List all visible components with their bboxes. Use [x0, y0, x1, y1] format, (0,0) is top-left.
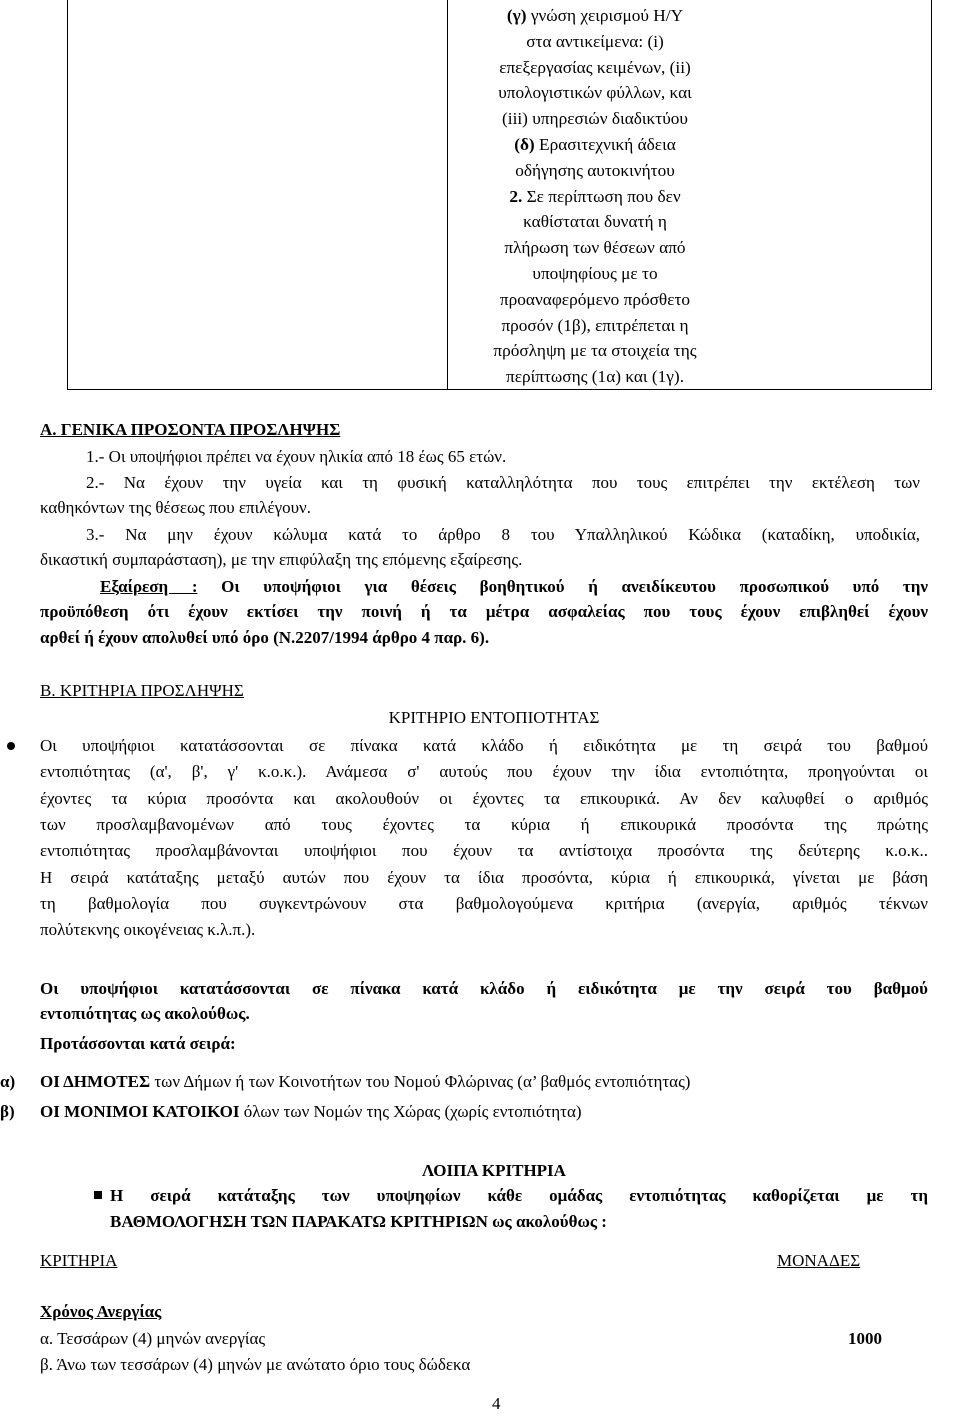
exception-line-3: αρθεί ή έχουν απολυθεί υπό όρο (Ν.2207/1994 άρθρο 4 παρ. 6).: [40, 628, 490, 647]
table-cell-line: [449, 55, 741, 81]
table-cell-marker: 2.: [509, 186, 527, 206]
bullet-paragraph-line: Οι υποψήφιοι κατατάσσονται σε πίνακα κατά κλάδο ή ειδικότητα με τη σειρά του βαθμού: [40, 736, 928, 755]
table-cell-line-text: υποψηφίους με το: [532, 263, 658, 283]
row-a-value: 1000: [848, 1329, 882, 1348]
other-criteria-line-1: Η σειρά κατάταξης των υποψηφίων κάθε ομάδας εντοπιότητας καθορίζεται με τη: [110, 1186, 928, 1205]
table-cell-line: [449, 209, 741, 235]
table-cell-line-text: στα αντικείμενα: (i): [526, 31, 664, 51]
exception-label: Εξαίρεση :: [100, 577, 198, 596]
other-criteria-heading: ΛΟΙΠΑ ΚΡΙΤΗΡΙΑ: [422, 1161, 566, 1180]
row-b-label: β. Άνω των τεσσάρων (4) μηνών με ανώτατο όριο τους δώδεκα: [40, 1355, 471, 1374]
bold-paragraph-line-2: εντοπιότητας ως ακολούθως.: [40, 1004, 250, 1023]
exception-line-2: προϋπόθεση ότι έχουν εκτίσει την ποινή ή τα μέτρα ασφαλείας που τους έχουν επιβληθεί έχουν: [40, 602, 928, 621]
table-cell-line: [449, 364, 741, 390]
table-border-right: [931, 0, 932, 390]
priority-b-bold: ΟΙ ΜΟΝΙΜΟΙ ΚΑΤΟΙΚΟΙ: [40, 1102, 240, 1121]
table-cell-line-text: προσόν (1β), επιτρέπεται η: [501, 315, 689, 335]
unemployment-heading: Χρόνος Ανεργίας: [40, 1302, 162, 1321]
bullet-paragraph-line: πολύτεκνης οικογένειας κ.λ.π.).: [40, 920, 256, 940]
priority-a-rest: των Δήμων ή των Κοινοτήτων του Νομού Φλώρινας (α’ βαθμός εντοπιότητας): [150, 1072, 691, 1091]
section-a-item-2-line-2: καθηκόντων της θέσεως που επιλέγουν.: [40, 498, 311, 517]
table-cell-line: [449, 235, 741, 261]
page-number: 4: [492, 1394, 501, 1413]
table-cell-marker: (γ): [506, 6, 531, 25]
table-cell-line: [449, 287, 741, 313]
table-border-middle: [447, 0, 448, 390]
bullet-paragraph-line: των προσλαμβανομένων από τους έχοντες τα κύρια ή επικουρικά προσόντα της πρώτης: [40, 814, 928, 834]
table-cell-line: [449, 158, 741, 184]
section-a-item-2-line-1: 2.- Να έχουν την υγεία και τη φυσική καταλληλότητα που τους επιτρέπει την εκτέλεση των: [86, 473, 920, 492]
table-cell-line: [449, 29, 741, 55]
square-bullet: [94, 1191, 102, 1199]
section-b-heading: Β. ΚΡΙΤΗΡΙΑ ΠΡΟΣΛΗΨΗΣ: [40, 681, 244, 700]
table-cell-line-text: γνώση χειρισμού Η/Υ: [530, 6, 684, 25]
table-cell-line-text: προαναφερόμενο πρόσθετο: [499, 289, 691, 309]
bullet-dot: [7, 742, 15, 750]
section-a-item-3-line-2: δικαστική συμπαράσταση), με την επιφύλαξη της επόμενης εξαίρεσης.: [40, 550, 523, 569]
table-cell-line-text: Ερασιτεχνική άδεια: [539, 134, 676, 154]
exception-text-1: Οι υποψήφιοι για θέσεις βοηθητικού ή ανειδίκευτου προσωπικού υπό την: [197, 577, 928, 596]
table-border-left: [67, 0, 68, 390]
exception-line-1: [100, 574, 928, 599]
table-cell-line: [449, 132, 741, 158]
table-cell-line: [449, 3, 741, 29]
table-cell-line: [449, 184, 741, 210]
bullet-paragraph-line: έχοντες τα κύρια προσόντα και ακολουθούν οι έχοντες τα επικουρικά. Αν δεν καλυφθεί ο αριθμός: [40, 788, 928, 808]
criteria-column-label: ΚΡΙΤΗΡΙΑ: [40, 1251, 118, 1270]
other-criteria-line-2: ΒΑΘΜΟΛΟΓΗΣΗ ΤΩΝ ΠΑΡΑΚΑΤΩ ΚΡΙΤΗΡΙΩΝ ως ακολούθως :: [110, 1212, 607, 1231]
table-cell-line-text: Σε περίπτωση που δεν: [526, 186, 681, 206]
table-cell-line-text: πλήρωση των θέσεων από: [504, 238, 686, 258]
section-a-item-1: 1.- Οι υποψήφιοι πρέπει να έχουν ηλικία από 18 έως 65 ετών.: [86, 447, 507, 466]
priority-b-marker: β): [0, 1102, 15, 1121]
table-cell-line-text: πρόσληψη με τα στοιχεία της: [493, 341, 697, 361]
table-cell-marker: (δ): [514, 134, 540, 154]
bullet-paragraph-line: εντοπιότητας (α', β', γ' κ.ο.κ.). Ανάμεσα σ' αυτούς που έχουν την ίδια εντοπιότητα, προηγούνται οι: [40, 762, 928, 782]
table-cell-line: [449, 313, 741, 339]
table-cell-line-text: περίπτωσης (1α) και (1γ).: [505, 367, 685, 387]
table-cell-line: [449, 106, 741, 132]
section-a-item-3-line-1: 3.- Να μην έχουν κώλυμα κατά το άρθρο 8 του Υπαλληλικού Κώδικα (καταδίκη, υποδικία,: [86, 525, 920, 544]
table-cell-line-text: υπολογιστικών φύλλων, και: [498, 83, 692, 103]
table-cell-line-text: οδήγησης αυτοκινήτου: [515, 160, 675, 180]
bullet-paragraph-line: Η σειρά κατάταξης μεταξύ αυτών που έχουν τα ίδια προσόντα, κύρια ή επικουρικά, γίνεται με βάση: [40, 867, 928, 887]
units-column-label: ΜΟΝΑΔΕΣ: [777, 1251, 861, 1270]
table-cell-line: [449, 338, 741, 364]
table-cell-line-text: καθίσταται δυνατή η: [523, 212, 667, 232]
priority-b-text: [40, 1099, 582, 1124]
priority-a-bold: ΟΙ ΔΗΜΟΤΕΣ: [40, 1072, 151, 1091]
table-cell-text: [449, 3, 741, 390]
priority-label: Προτάσσονται κατά σειρά:: [40, 1034, 236, 1053]
priority-b-rest: όλων των Νομών της Χώρας (χωρίς εντοπιότητα): [239, 1102, 582, 1121]
table-cell-line-text: επεξεργασίας κειμένων, (ii): [499, 57, 691, 77]
priority-a-marker: α): [0, 1072, 16, 1091]
section-a-heading: Α. ΓΕΝΙΚΑ ΠΡΟΣΟΝΤΑ ΠΡΟΣΛΗΨΗΣ: [40, 420, 341, 439]
locality-criterion-heading: ΚΡΙΤΗΡΙΟ ΕΝΤΟΠΙΟΤΗΤΑΣ: [388, 708, 600, 727]
bullet-paragraph-line: εντοπιότητας προσλαμβάνονται υποψήφιοι που έχουν τα αντίστοιχα προσόντα της δεύτερης κ.ο.κ..: [40, 841, 928, 861]
bold-paragraph-line-1: Οι υποψήφιοι κατατάσσονται σε πίνακα κατά κλάδο ή ειδικότητα με την σειρά του βαθμού: [40, 979, 928, 998]
priority-a-text: [40, 1069, 690, 1094]
row-a-label: α. Τεσσάρων (4) μηνών ανεργίας: [40, 1329, 266, 1348]
table-cell-line: [449, 80, 741, 106]
table-cell-line-text: (iii) υπηρεσιών διαδικτύου: [502, 109, 688, 129]
table-cell-line: [449, 261, 741, 287]
bullet-paragraph-line: τη βαθμολογία που συγκεντρώνουν στα βαθμολογούμενα κριτήρια (ανεργία, αριθμός τέκνων: [40, 893, 928, 913]
